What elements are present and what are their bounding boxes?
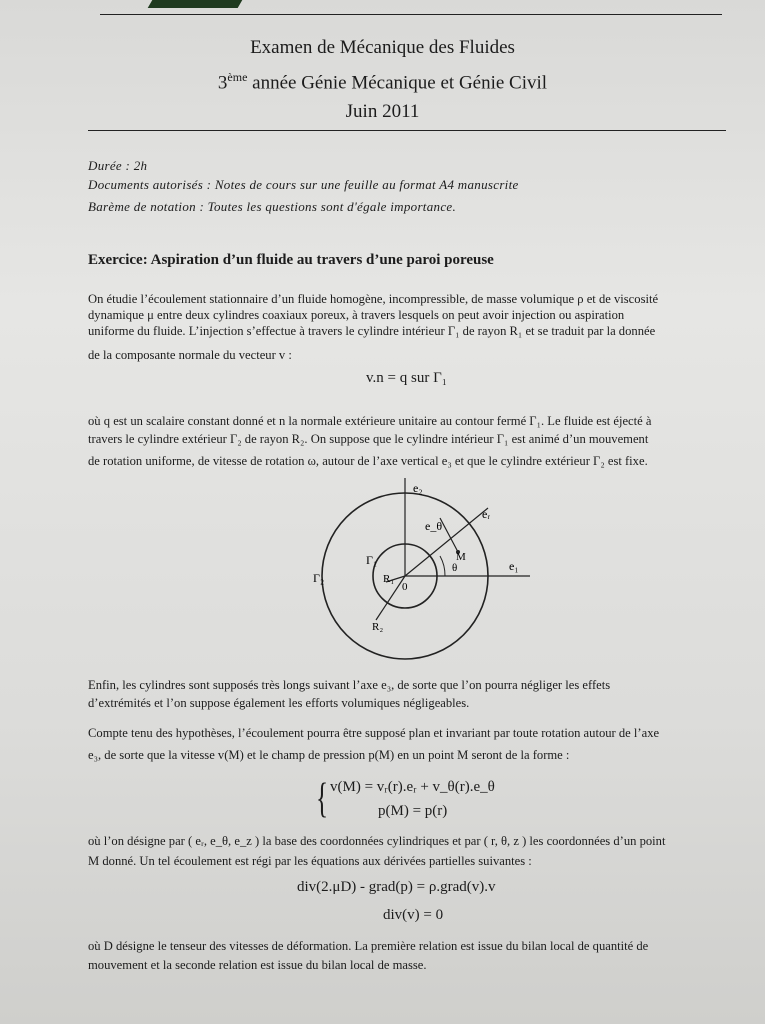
label-r2: R₂ [372, 621, 384, 633]
system-brace: { [316, 776, 329, 822]
paragraph-line: Enfin, les cylindres sont supposés très longs suivant l’axe e₃, de sorte que l’on pourra négliger les effets [88, 678, 611, 692]
paragraph-line: de la composante normale du vecteur v : [88, 348, 292, 362]
label-m: M [456, 551, 466, 563]
paragraph-line: dynamique μ entre deux cylindres coaxiaux poreux, à travers lesquels on peut avoir injection ou aspiration [88, 308, 625, 322]
exercise-title: Exercice: Aspiration d’un fluide au travers d’une paroi poreuse [88, 252, 494, 268]
continuity-equation: div(v) = 0 [383, 907, 444, 923]
top-rule [100, 14, 722, 15]
radial-line [405, 507, 491, 576]
grading-scale: Barème de notation : Toutes les questions sont d'égale importance. [88, 199, 457, 214]
paragraph-line: où l’on désigne par ( eᵣ, e_θ, e_z ) la base des coordonnées cylindriques et par ( r, θ, z ) les coordonnées d’un point [88, 834, 666, 848]
coaxial-cylinders-figure [300, 470, 560, 670]
paragraph-line: d’extrémités et l’on suppose également les efforts volumiques négligeables. [88, 696, 470, 710]
label-origin: 0 [402, 581, 408, 593]
paragraph-line: de rotation uniforme, de vitesse de rotation ω, autour de l’axe vertical e₃ et que le cylindre extérieur Γ₂ est fixe. [88, 454, 648, 468]
label-er: eᵣ [482, 507, 491, 521]
paragraph-line: M donné. Un tel écoulement est régi par les équations aux dérivées partielles suivantes : [88, 854, 532, 868]
exam-date: Juin 2011 [345, 101, 420, 122]
label-gamma2: Γ₂ [313, 571, 325, 585]
paragraph-line: mouvement et la seconde relation est issue du bilan local de masse. [88, 958, 427, 972]
momentum-equation: div(2.μD) - grad(p) = ρ.grad(v).v [297, 879, 496, 895]
duration: Durée : 2h [88, 158, 148, 173]
pressure-field-equation: p(M) = p(r) [378, 803, 448, 819]
paragraph-line: où D désigne le tenseur des vitesses de déformation. La première relation est issue du bilan local de quantité de [88, 939, 649, 953]
label-e1: e₁ [509, 559, 519, 573]
boundary-condition-equation: v.n = q sur Γ₁ [366, 370, 447, 386]
allowed-documents: Documents autorisés : Notes de cours sur une feuille au format A4 manuscrite [88, 177, 519, 192]
paragraph-line: e₃, de sorte que la vitesse v(M) et le champ de pression p(M) en un point M seront de la forme : [88, 748, 570, 762]
binder-clip [148, 0, 243, 8]
paragraph-line: On étudie l’écoulement stationnaire d’un fluide homogène, incompressible, de masse volumique ρ et de viscosité [88, 292, 659, 306]
label-r1: R₁ [383, 573, 395, 585]
paragraph-line: uniforme du fluide. L’injection s’effectue à travers le cylindre intérieur Γ₁ de rayon R₁ et se traduit par la donnée [88, 324, 656, 338]
label-theta: θ [452, 562, 458, 574]
exam-program: 3ème année Génie Mécanique et Génie Civil [217, 70, 548, 94]
label-e2: e₂ [413, 481, 423, 495]
exam-title: Examen de Mécanique des Fluides [250, 37, 515, 58]
paragraph-line: travers le cylindre extérieur Γ₂ de rayon R₂. On suppose que le cylindre intérieur Γ₁ est animé d’un mouvement [88, 432, 649, 446]
label-etheta: e_θ [425, 519, 443, 533]
theta-arc [440, 556, 445, 576]
header-rule [88, 130, 726, 131]
paragraph-line: Compte tenu des hypothèses, l’écoulement pourra être supposé plan et invariant par toute rotation autour de l’axe [88, 726, 660, 740]
label-gamma1: Γ₁ [366, 553, 378, 567]
velocity-field-equation: v(M) = vᵣ(r).eᵣ + v_θ(r).e_θ [330, 779, 495, 795]
paragraph-line: où q est un scalaire constant donné et n la normale extérieure unitaire au contour fermé Γ₁. Le fluide est éjecté à [88, 414, 652, 428]
